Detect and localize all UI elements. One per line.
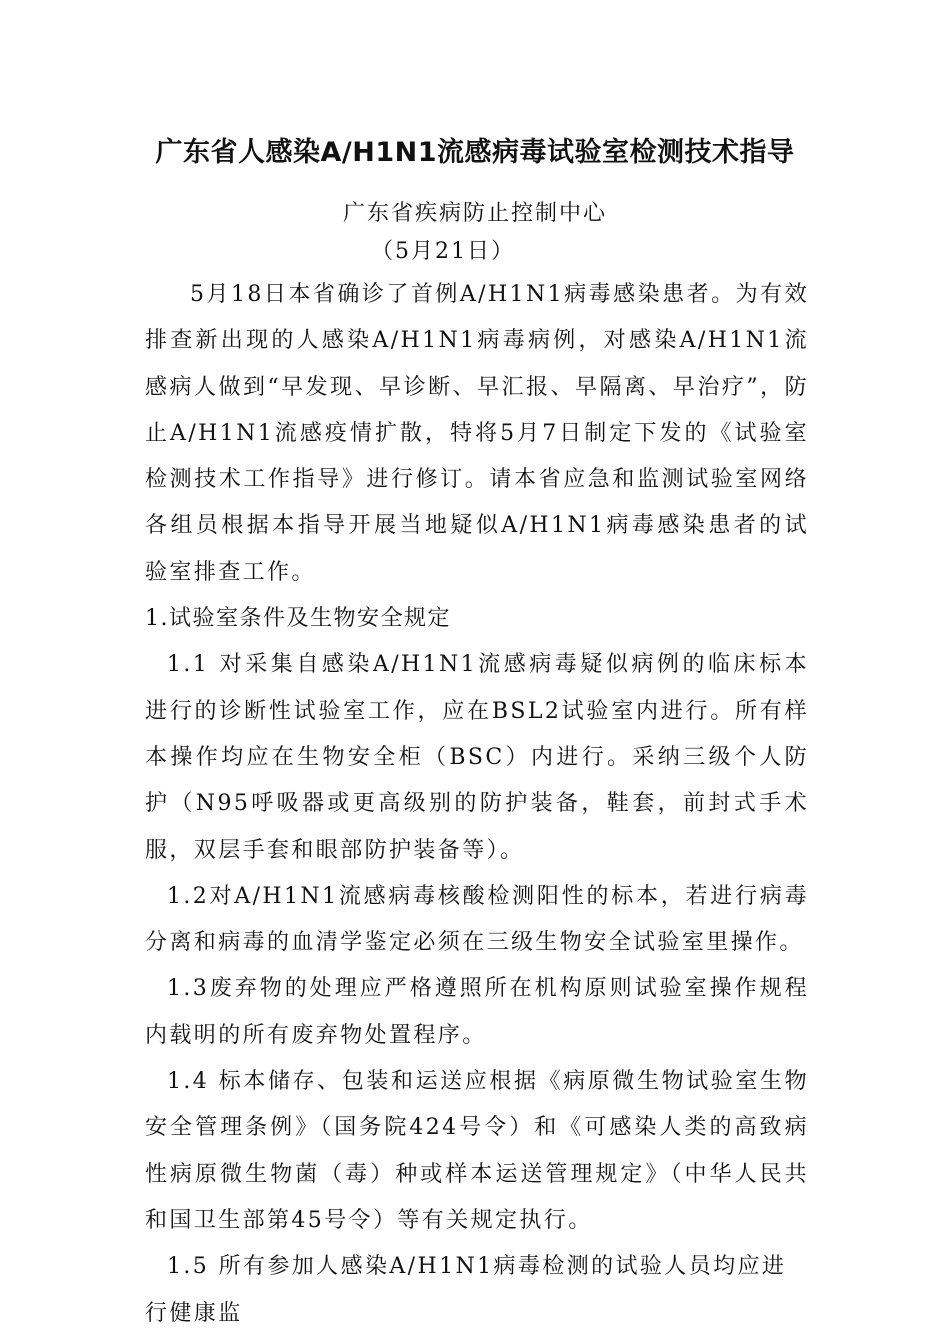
intro-paragraph: 5月18日本省确诊了首例A/H1N1病毒感染患者。为有效排查新出现的人感染A/H1N1病毒病例，对感染A/H1N1流感病人做到“早发现、早诊断、早汇报、早隔离、早治疗”，防止A/H1N1流感疫情扩散，特将5月7日制定下发的《试验室检测技术工作指导》进行修订。请本省应急和监测试验室网络各组员根据本指导开展当地疑似A/H1N1病毒感染患者的试验室排查工作。 <box>145 282 809 585</box>
clause-1-1: 1.1 对采集自感染A/H1N1流感病毒疑似病例的临床标本进行的诊断性试验室工作，应在BSL2试验室内进行。所有样本操作均应在生物安全柜（BSC）内进行。采纳三级个人防护（N95呼吸器或更高级别的防护装备，鞋套，前封式手术服，双层手套和眼部防护装备等）。 <box>145 652 809 863</box>
clause-1-4: 1.4 标本储存、包装和运送应根据《病原微生物试验室生物安全管理条例》（国务院424号令）和《可感染人类的高致病性病原微生物菌（毒）种或样本运送管理规定》（中华人民共和国卫生部第45号令）等有关规定执行。 <box>145 1069 809 1233</box>
clause-1-5: 1.5 所有参加人感染A/H1N1病毒检测的试验人员均应进行健康监 <box>145 1254 787 1326</box>
section-heading-1: 1.试验室条件及生物安全规定 <box>145 606 451 632</box>
clause-1-3: 1.3废弃物的处理应严格遵照所在机构原则试验室操作规程内载明的所有废弃物处置程序。 <box>145 976 809 1048</box>
document-title: 广东省人感染A/H1N1流感病毒试验室检测技术指导 <box>155 137 795 168</box>
document-body <box>145 272 809 1337</box>
issue-date: （5月21日） <box>371 239 515 264</box>
clause-1-2: 1.2对A/H1N1流感病毒核酸检测阳性的标本，若进行病毒分离和病毒的血清学鉴定必须在三级生物安全试验室里操作。 <box>145 883 809 956</box>
issuing-organization: 广东省疾病防止控制中心 <box>342 201 607 226</box>
